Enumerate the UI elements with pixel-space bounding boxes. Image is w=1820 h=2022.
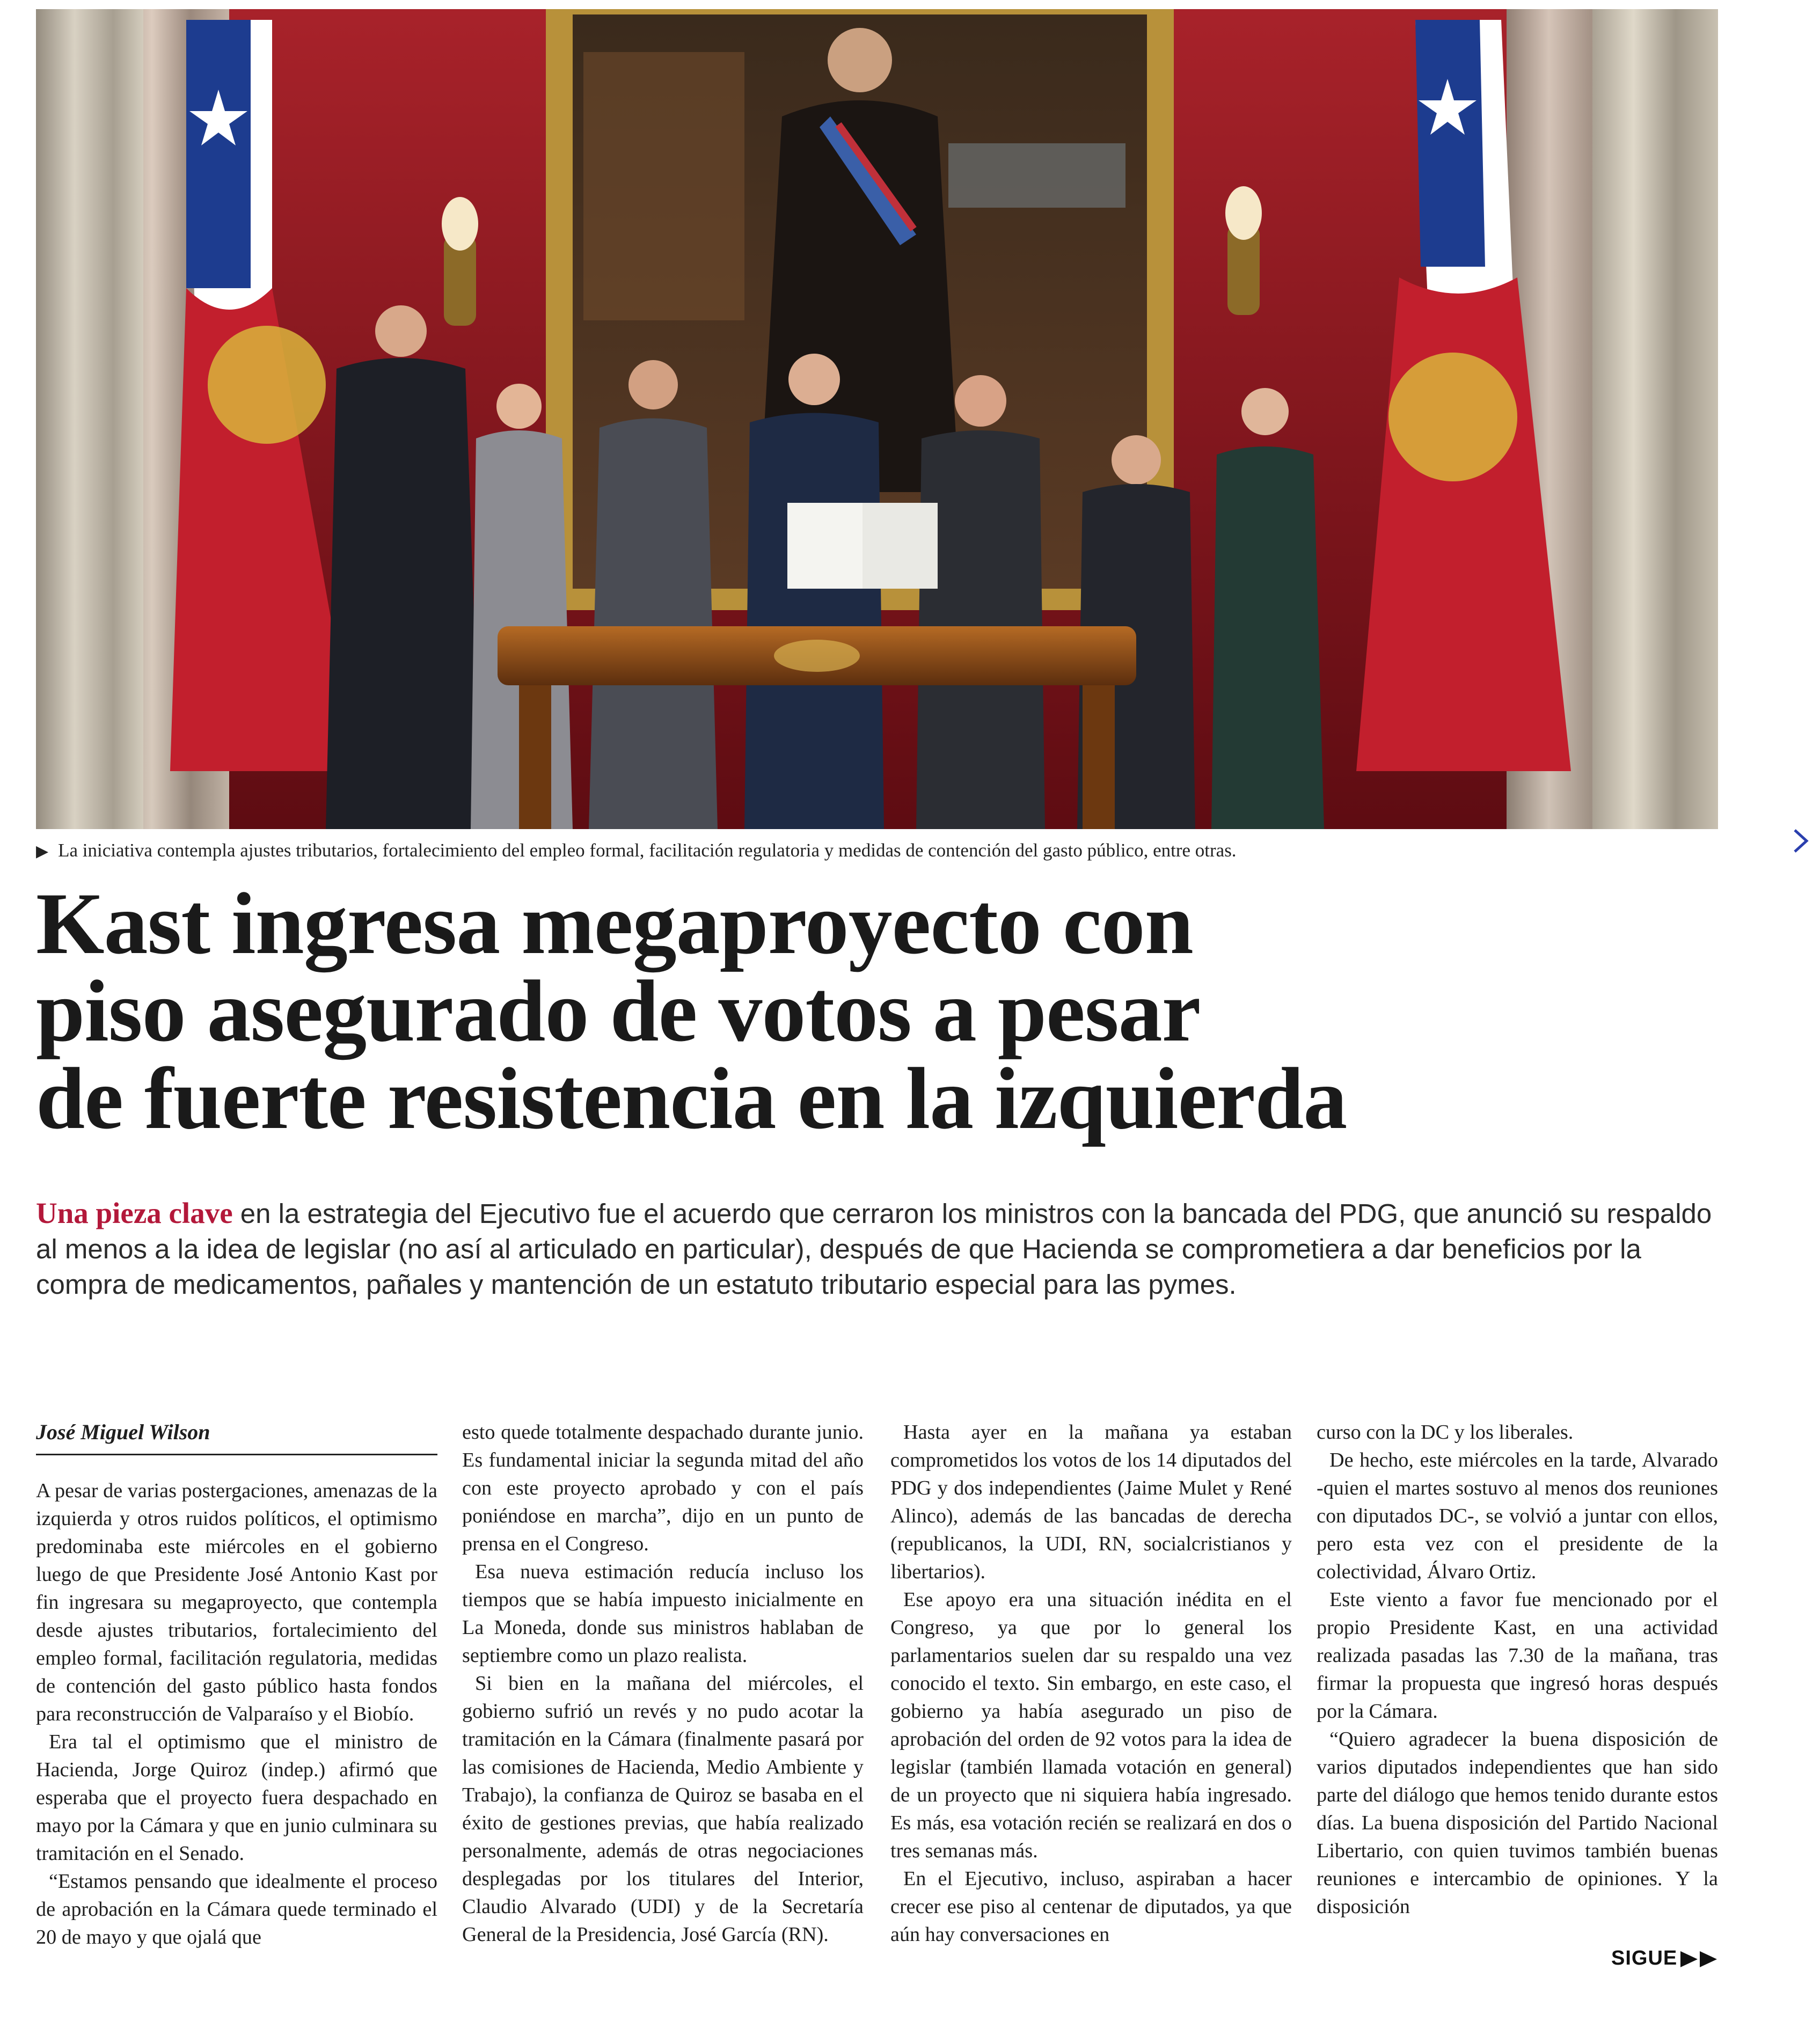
next-page-arrow-icon[interactable] bbox=[1787, 825, 1814, 857]
continue-marker[interactable] bbox=[1611, 1947, 1720, 1970]
paragraph: “Estamos pensando que idealmente el proceso de aprobación en la Cámara quede terminado el 20 de mayo y que ojalá que bbox=[36, 1870, 437, 1948]
byline-divider bbox=[36, 1454, 437, 1455]
caption-text: La iniciativa contempla ajustes tributarios, fortalecimiento del empleo formal, facilitación regulatoria y medidas de contención del gasto público, entre otras. bbox=[58, 840, 1237, 861]
article-column-3 bbox=[890, 1418, 1292, 1948]
paragraph: En el Ejecutivo, incluso, aspiraban a hacer crecer ese piso al centenar de diputados, ya que aún hay conversaciones en bbox=[890, 1867, 1292, 1946]
article-column-4 bbox=[1317, 1418, 1718, 1921]
byline bbox=[36, 1418, 437, 1455]
paragraph: “Quiero agradecer la buena disposición de varios diputados independientes que han sido parte del diálogo que hemos tenido durante estos días. La buena disposición del Partido Nacional Libertario, con quien tuvimos también buenas reuniones e intercambio de opiniones. Y la disposición bbox=[1317, 1728, 1718, 1918]
byline-author: José Miguel Wilson bbox=[36, 1420, 210, 1444]
article-column-1 bbox=[36, 1418, 437, 1951]
lead-text: en la estrategia del Ejecutivo fue el acuerdo que cerraron los ministros con la bancada del PDG, que anunció su respaldo al menos a la idea de legislar (no así al articulado en particular), después de que Hacienda se comprometiera a dar beneficios por la compra de medicamentos, pañales y mantención de un estatuto tributario especial para las pymes. bbox=[36, 1198, 1712, 1300]
double-forward-arrow-icon bbox=[1680, 1950, 1720, 1968]
continue-label: SIGUE bbox=[1611, 1947, 1678, 1969]
photo-caption bbox=[36, 839, 1718, 863]
headline-line-2: piso asegurado de votos a pesar bbox=[36, 963, 1201, 1060]
lead-keyword: Una pieza clave bbox=[36, 1197, 233, 1229]
paragraph: Hasta ayer en la mañana ya estaban comprometidos los votos de los 14 diputados del PDG y dos independientes (Jaime Mulet y René Alinco), además de las bancadas de derecha (republicanos, la UDI, RN, socialcristianos y libertarios). bbox=[890, 1421, 1292, 1583]
headline-line-3: de fuerte resistencia en la izquierda bbox=[36, 1050, 1347, 1147]
article-column-2 bbox=[462, 1418, 864, 1948]
paragraph: Era tal el optimismo que el ministro de Hacienda, Jorge Quiroz (indep.) afirmó que esperaba que el proyecto fuera despachado en mayo por la Cámara y que en junio culminara su tramitación en el Senado. bbox=[36, 1731, 437, 1865]
paragraph: curso con la DC y los liberales. bbox=[1317, 1421, 1574, 1444]
ceremony-illustration bbox=[36, 9, 1718, 829]
paragraph: De hecho, este miércoles en la tarde, Alvarado -quien el martes sostuvo al menos dos reuniones con diputados DC-, se volvió a juntar con ellos, pero esta vez con el presidente de la colectividad, Álvaro Ortiz. bbox=[1317, 1449, 1718, 1583]
paragraph: esto quede totalmente despachado durante junio. Es fundamental iniciar la segunda mitad del año con este proyecto aprobado y con el país poniéndose en marcha”, dijo en un punto de prensa en el Congreso. bbox=[462, 1421, 864, 1555]
article-headline bbox=[36, 875, 1716, 1147]
paragraph: A pesar de varias postergaciones, amenazas de la izquierda y otros ruidos políticos, el optimismo predominaba este miércoles en el gobierno luego de que Presidente José Antonio Kast por fin ingresara su megaproyecto, que contempla desde ajustes tributarios, fortalecimiento del empleo formal, facilitación regulatoria, medidas de contención del gasto público hasta fondos para reconstrucción de Valparaíso y el Biobío. bbox=[36, 1479, 437, 1725]
paragraph: Esa nueva estimación reducía incluso los tiempos que se había impuesto inicialmente en La Moneda, donde sus ministros hablaban de septiembre como un plazo realista. bbox=[462, 1561, 864, 1667]
paragraph: Ese apoyo era una situación inédita en el Congreso, ya que por lo general los parlamentarios suelen dar su respaldo una vez conocido el texto. Sin embargo, en este caso, el gobierno ya había asegurado un piso de aprobación del orden de 92 votos para la idea de legislar (también llamada votación en general) de un proyecto que ni siquiera había ingresado. Es más, esa votación recién se realizará en dos o tres semanas más. bbox=[890, 1588, 1292, 1862]
caption-marker-icon: ▶ bbox=[36, 842, 49, 861]
article-lead bbox=[36, 1196, 1716, 1302]
portrait-head bbox=[828, 28, 892, 92]
headline-line-1: Kast ingresa megaproyecto con bbox=[36, 875, 1193, 972]
paragraph: Este viento a favor fue mencionado por el propio Presidente Kast, en una actividad realizada pasadas las 7.30 de la mañana, tras firmar la propuesta que ingresó horas después por la Cámara. bbox=[1317, 1588, 1718, 1723]
paragraph: Si bien en la mañana del miércoles, el gobierno sufrió un revés y no pudo acotar la tramitación en la Cámara (finalmente pasará por las comisiones de Hacienda, Medio Ambiente y Trabajo), la confianza de Quiroz se basaba en el éxito de gestiones previas, que había realizado personalmente, además de otras negociaciones desplegadas por los titulares del Interior, Claudio Alvarado (UDI) y de la Secretaría General de la Presidencia, José García (RN). bbox=[462, 1672, 864, 1946]
article-photo bbox=[36, 9, 1718, 829]
